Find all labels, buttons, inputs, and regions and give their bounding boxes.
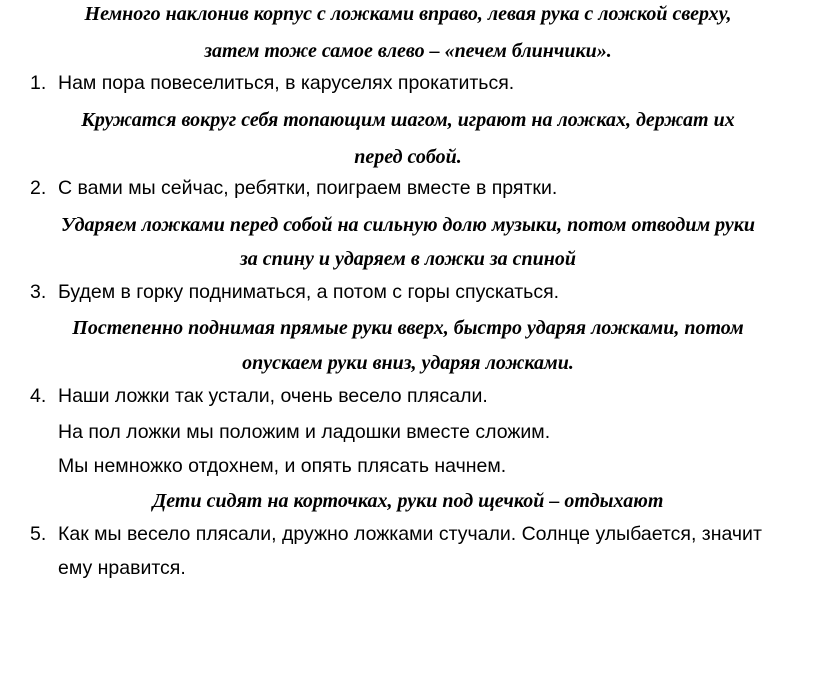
instruction-line: опускаем руки вниз, ударяя ложками.	[242, 352, 574, 374]
verse-line: С вами мы сейчас, ребятки, поиграем вместе в прятки.	[58, 177, 558, 199]
list-number: 5.	[30, 523, 47, 545]
instruction-line: Постепенно поднимая прямые руки вверх, быстро ударяя ложками, потом	[72, 317, 744, 339]
list-item-5	[30, 522, 762, 546]
list-item-4	[30, 384, 488, 408]
list-number: 4.	[30, 385, 47, 407]
verse-line: Мы немножко отдохнем, и опять плясать начнем.	[58, 455, 507, 477]
verse-line: Будем в горку подниматься, а потом с горы спускаться.	[58, 281, 560, 303]
verse-line: Как мы весело плясали, дружно ложками стучали. Солнце улыбается, значит	[58, 523, 762, 545]
intro-line-1: Немного наклонив корпус с ложками вправо, левая рука с ложкой сверху,	[84, 3, 732, 25]
instruction-line: перед собой.	[354, 146, 462, 168]
instruction-line: за спину и ударяем в ложки за спиной	[239, 248, 577, 270]
instruction-line: Ударяем ложками перед собой на сильную долю музыки, потом отводим руки	[60, 214, 756, 236]
instruction-line: Кружатся вокруг себя топающим шагом, играют на ложках, держат их	[81, 109, 735, 131]
intro-line-2: затем тоже самое влево – «печем блинчики».	[204, 40, 612, 62]
list-number: 2.	[30, 177, 47, 199]
list-number: 1.	[30, 72, 47, 94]
verse-line: ему нравится.	[58, 557, 186, 579]
list-item-2	[30, 176, 557, 200]
instruction-line: Дети сидят на корточках, руки под щечкой – отдыхают	[152, 490, 664, 512]
verse-line: Нам пора повеселиться, в каруселях прокатиться.	[58, 72, 515, 94]
verse-line: Наши ложки так устали, очень весело плясали.	[58, 385, 488, 407]
list-item-1	[30, 71, 514, 95]
verse-line: На пол ложки мы положим и ладошки вместе сложим.	[58, 421, 551, 443]
list-item-3	[30, 280, 559, 304]
list-number: 3.	[30, 281, 47, 303]
